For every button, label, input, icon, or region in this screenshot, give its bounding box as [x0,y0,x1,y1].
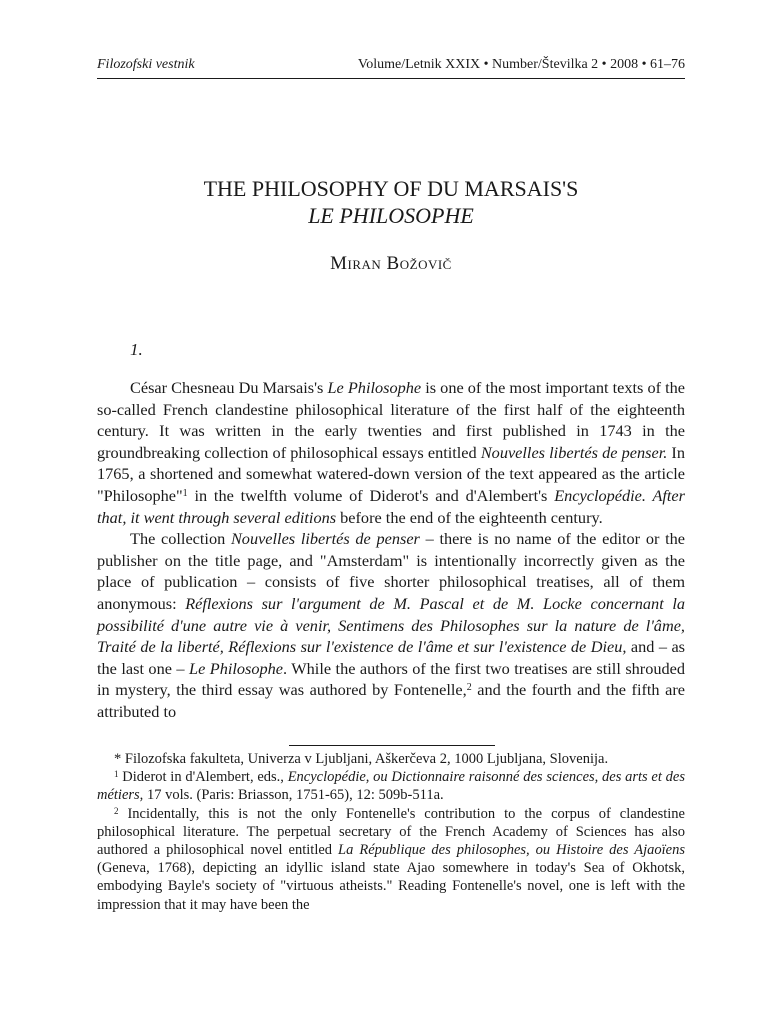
text-run: 17 vols. (Paris: Briasson, 1751-65), 12: 509b-511a. [143,787,444,804]
footnotes [97,750,685,914]
footnote-rule [289,745,495,746]
text-run: – there is no name of the editor or the publisher on the title page, and "Amsterdam" is intentionally incorrectly given as the place of publication – consists of five shorter philosophical treatises, all of them anonymous: [97,529,685,613]
text-run: Diderot in d'Alembert, eds., [118,769,288,786]
italic-run: Le Philosophe [189,658,284,678]
text-run: César Chesneau Du Marsais's [130,378,328,397]
footnote-2 [97,805,685,914]
text-run: and – as the last one – [97,637,686,678]
italic-run: Nouvelles libertés de penser. [480,442,668,462]
text-run: The collection [130,529,231,549]
paragraph-1 [97,377,685,528]
running-header [97,57,685,73]
footnote-mark: 1 [114,769,119,780]
italic-run: Nouvelles libertés de penser [230,529,420,549]
body-text [97,377,685,723]
footnote-1 [97,768,685,804]
italic-run: Encyclopédie. After that, it went through several editions [97,485,685,527]
footnote-mark: * [114,751,122,767]
author-name: Miran Božovič [330,253,452,274]
text-run: is one of the most important texts of the so-called French clandestine philosophical literature of the first half of the eighteenth century. It was written in the early twenties and first published in 1743 in the groundbreaking collection of philosophical essays entitled [97,378,686,462]
footnote-ref-2[interactable]: 2 [466,682,472,694]
section-number: 1. [130,340,143,359]
text-run: in the twelfth volume of Diderot's and d'Alembert's [187,485,555,505]
italic-run: Encyclopédie, ou Dictionnaire raisonné des sciences, des arts et des métiers, [97,769,685,804]
issue-citation: Volume/Letnik XXIX • Number/Številka 2 • 2008 • 61–76 [357,57,685,72]
text-run: . While the authors of the first two treatises are still shrouded in mystery, the third essay was authored by Fontenelle, [97,658,686,700]
journal-name: Filozofski vestnik [97,57,195,72]
text-run: and the fourth and the fifth are attributed to [97,680,685,721]
paragraph-2 [97,528,685,722]
text-run: Filozofska fakulteta, Univerza v Ljubljani, Aškerčeva 2, 1000 Ljubljana, Slovenija. [121,751,609,767]
text-run: Incidentally, this is not the only Fontenelle's contribution to the corpus of clandestine philosophical literature. The perpetual secretary of the French Academy of Sciences has also authored a philosophical novel entitled [97,805,685,859]
footnote-affiliation [97,750,685,768]
title-line-1: THE PHILOSOPHY OF DU MARSAIS'S [203,176,579,201]
header-rule [97,78,685,79]
title-line-2: LE PHILOSOPHE [308,203,474,228]
italic-run: Le Philosophe [327,378,422,397]
footnote-mark: 2 [114,805,119,816]
article-title [97,175,685,229]
text-run: (Geneva, 1768), depicting an idyllic island state Ajao somewhere in today's Sea of Okhotsk, embodying Bayle's society of "virtuous atheists." Reading Fontenelle's novel, one is left with the impression that it may have been the [97,860,685,913]
text-run: before the end of the eighteenth century. [336,507,603,527]
footnote-ref-1[interactable]: 1 [182,487,188,499]
text-run: In 1765, a shortened and somewhat watered-down version of the text appeared as the article "Philosophe" [97,442,685,505]
italic-run: La République des philosophes, ou Histoire des Ajaoïens [338,842,685,859]
italic-run: Réflexions sur l'argument de M. Pascal et de M. Locke concernant la possibilité d'une autre vie à venir, Sentimens des Philosophes sur la nature de l'âme, Traité de la liberté, Réflexions sur l'existence de l'âme et sur l'existence de Dieu, [97,593,685,657]
